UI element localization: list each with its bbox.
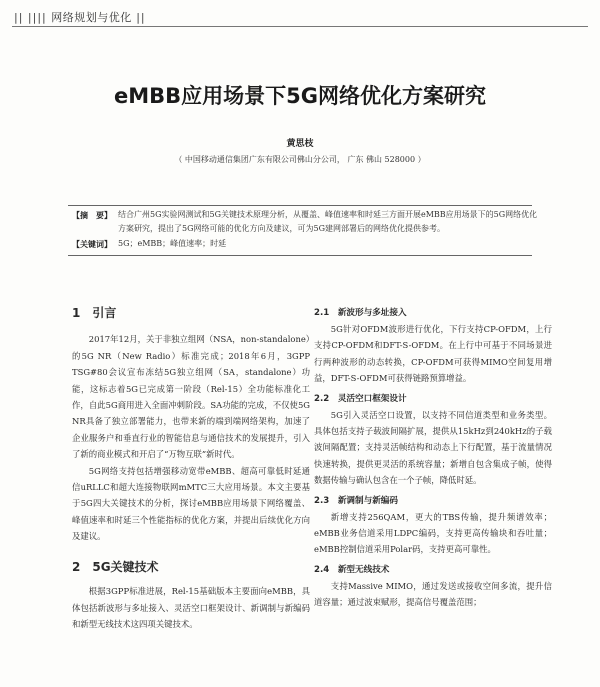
abstract-label: 【摘 要】 [72,210,112,220]
section-2-1-title: 2.1 新波形与多址接入 [314,308,407,318]
keywords-text: 5G；eMBB；峰值速率；时延 [118,239,227,248]
header-bars-end: || [131,11,146,24]
article-author: 黄思枝 [286,139,314,149]
header-label: 网络规划与优化 [51,11,132,24]
section-1-paragraph-1: 2017年12月，关于非独立组网（NSA，non-standalone）的5G NR（New Radio）标准完成；2018年6月，3GPP TSG#80会议宣布冻结5G独立组网（SA，standalone）功能，这标志着5G已完成第一阶段（Rel-15）全功能标准化工作，自此5G商用进入全面冲刺阶段。SA功能的完成，不仅使5G NR具备了独立部署能力，也带来新的端到端网络架构，加速了企业服务户和垂直行业的智能信息与通信技术的发展提升，引入了新的商业模式和开启了“万物互联”新时代。 [72,334,310,460]
section-2-4-paragraph: 支持Massive MIMO，通过发送或接收空间多流，提升信道容量；通过波束赋形，提高信号覆盖范围； [314,580,552,608]
keywords [72,237,542,251]
section-2-3-title: 2.3 新调制与新编码 [314,495,398,506]
section-2-3-paragraph: 新增支持256QAM，更大的TBS传输，提升频谱效率；eMBB业务信道采用LDPC编码，支持更高传输块和吞吐量；eMBB控制信道采用Polar码，支持更高可靠性。 [314,511,552,555]
article-affiliation: （ 中国移动通信集团广东有限公司佛山分公司， 广东 佛山 528000 ） [174,155,426,164]
left-column [72,305,310,632]
section-2-2-paragraph: 5G引入灵活空口设置，以支持不同信道类型和业务类型。具体包括支持子载波间隔扩展，提供从15kHz到240kHz的子载波间隔配置；支持灵活帧结构和动态上下行配置，基于流量情况快速转换，提供更灵活的系统容量；新增自包含集成子帧，使得数据传输与确认包含在一个子帧，降低时延。 [314,409,552,486]
abstract-bottom-rule [68,255,532,256]
abstract-top-rule [68,205,532,206]
abstract-text: 结合广州5G实验网测试和5G关键技术原理分析，从覆盖、峰值速率和时延三方面开展eMBB应用场景下的5G网络优化方案研究，提出了5G网络可能的优化方向及建议，可为5G建网部署后的网络优化提供参考。 [118,210,538,233]
section-2-paragraph-1: 根据3GPP标准进展，Rel-15基础版本主要面向eMBB，具体包括新波形与多址接入、灵活空口框架设计、新调制与新编码和新型无线技术这四项关键技术。 [72,586,310,629]
right-column [314,305,552,611]
header-bars: || |||| [14,11,52,24]
running-header [14,9,146,25]
section-2-4-title: 2.4 新型无线技术 [314,564,390,575]
header-rule [12,26,588,27]
article-title: eMBB应用场景下5G网络优化方案研究 [113,84,486,108]
section-1-title: 1 引言 [72,306,117,320]
section-1-paragraph-2: 5G网络支持包括增强移动宽带eMBB、超高可靠低时延通信uRLLC和超大连接物联网mMTC三大应用场景。本文主要基于5G四大关键技术的分析，探讨eMBB应用场景下网络覆盖、峰值速率和时延三个性能指标的优化方案，并提出后续优化方向及建议。 [72,465,310,542]
section-2-title: 2 5G关键技术 [72,559,159,574]
abstract [72,208,542,236]
keywords-label: 【关键词】 [72,239,112,249]
section-2-2-title: 2.2 灵活空口框架设计 [314,393,407,404]
section-2-1-paragraph: 5G针对OFDM波形进行优化，下行支持CP-OFDM，上行支持CP-OFDM和DFT-S-OFDM。在上行中可基于不同场景进行两种波形的动态转换，CP-OFDM可获得MIMO空间复用增益，DFT-S-OFDM可获得链路预算增益。 [314,324,552,384]
